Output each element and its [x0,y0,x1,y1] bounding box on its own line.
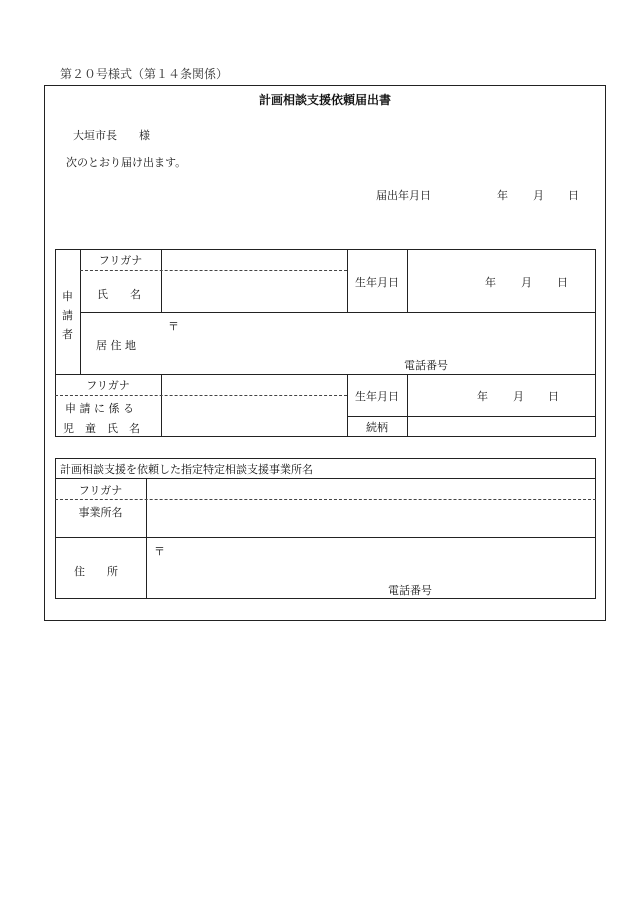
child-birth-day-unit: 日 [548,390,559,403]
applicant-birth-month-unit: 月 [521,276,532,289]
addressee: 大垣市長 様 [73,129,150,142]
applicant-section-label-1: 申 [62,290,73,303]
applicant-table-border [55,249,596,437]
submission-date-month-unit: 月 [533,189,544,202]
child-label-line1: 申 請 に 係 る [65,402,134,415]
divider [80,312,596,313]
divider [407,374,408,437]
submission-date-day-unit: 日 [568,189,579,202]
dashed-divider [55,499,596,500]
child-furigana-label: フリガナ [86,379,130,392]
applicant-address-label: 居 住 地 [96,339,136,352]
applicant-phone-label: 電話番号 [404,359,448,372]
form-number: 第２０号様式（第１４条関係） [60,67,229,81]
office-phone-label: 電話番号 [388,584,432,597]
dashed-divider [55,395,347,396]
divider [161,374,162,437]
intro-text: 次のとおり届け出ます。 [66,156,187,169]
divider [146,478,147,599]
submission-date-label: 届出年月日 [376,189,431,202]
divider [55,537,596,538]
office-section-title: 計画相談支援を依頼した指定特定相談支援事業所名 [60,463,313,476]
office-postal-mark: 〒 [154,545,165,558]
form-title: 計画相談支援依頼届出書 [258,93,391,107]
divider [55,478,596,479]
submission-date-year-unit: 年 [497,189,508,202]
office-table-border [55,458,596,599]
applicant-section-label-3: 者 [62,328,73,341]
divider [161,249,162,312]
applicant-section-label-2: 請 [62,309,73,322]
applicant-birth-day-unit: 日 [557,276,568,289]
child-relation-label: 続柄 [366,421,388,434]
applicant-name-label: 氏 名 [97,288,141,301]
divider [55,374,596,375]
office-furigana-label: フリガナ [78,484,123,497]
child-label-line2: 児 童 氏 名 [63,422,140,435]
applicant-birthdate-label: 生年月日 [355,276,399,289]
applicant-furigana-label: フリガナ [98,254,143,267]
office-address-label: 住 所 [74,565,118,578]
applicant-postal-mark: 〒 [168,320,179,333]
child-birth-month-unit: 月 [513,390,524,403]
child-birth-year-unit: 年 [477,390,488,403]
dashed-divider [80,270,347,271]
divider [407,249,408,312]
office-name-label: 事業所名 [78,506,123,519]
divider [347,416,596,417]
child-birthdate-label: 生年月日 [355,390,399,403]
applicant-birth-year-unit: 年 [485,276,496,289]
